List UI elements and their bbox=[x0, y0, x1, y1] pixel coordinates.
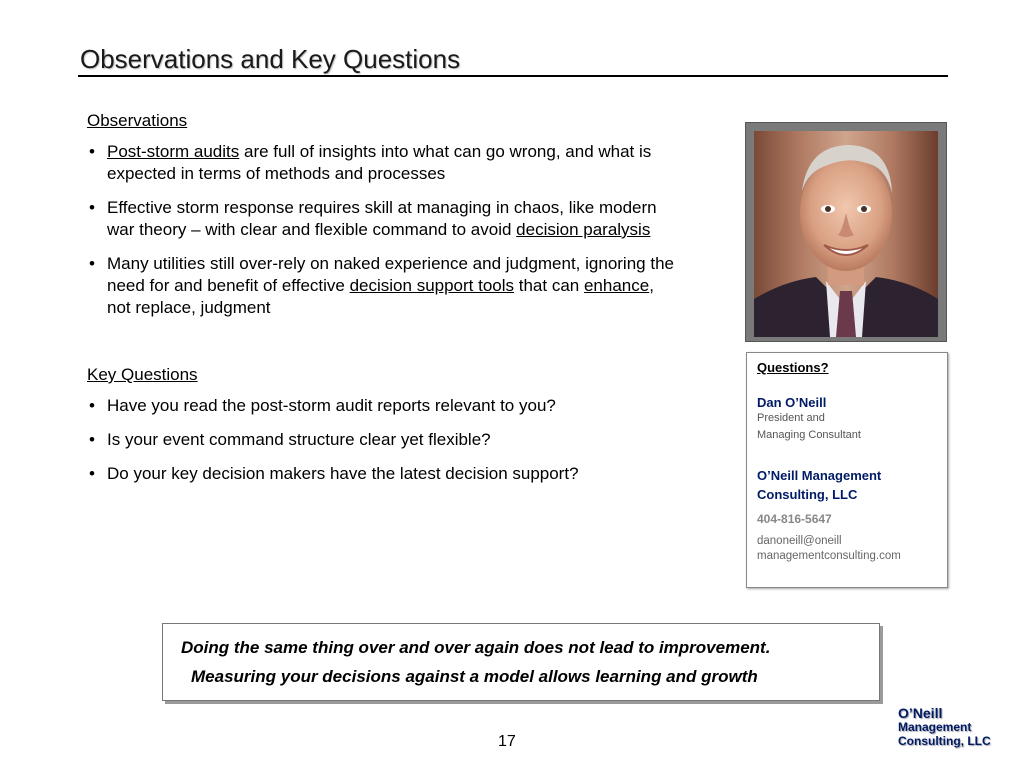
email-line1: danoneill@oneill bbox=[757, 535, 842, 547]
observation-item bbox=[87, 197, 677, 241]
observations-list bbox=[87, 141, 677, 319]
questions-label: Questions? bbox=[757, 360, 829, 375]
quote-line1: Doing the same thing over and over again does not lead to improvement. bbox=[181, 638, 771, 657]
contact-email[interactable] bbox=[757, 534, 937, 564]
slide-title: Observations and Key Questions bbox=[80, 44, 461, 74]
observations-heading: Observations bbox=[87, 111, 188, 130]
observation-item bbox=[87, 253, 677, 319]
observation-item bbox=[87, 141, 677, 185]
observation-text: Many utilities still over-rely on naked experience and judgment, ignoring the need for and benefit of effective bbox=[107, 254, 674, 295]
contact-name: Dan O’Neill bbox=[757, 395, 827, 410]
question-item: • Is your event command structure clear yet flexible? bbox=[87, 429, 677, 451]
decision-paralysis-link[interactable]: decision paralysis bbox=[516, 220, 651, 239]
quote-box bbox=[162, 623, 880, 701]
portrait-photo bbox=[754, 131, 938, 337]
email-line2: managementconsulting.com bbox=[757, 550, 901, 562]
contact-title-line2: Managing Consultant bbox=[757, 429, 861, 441]
company-name bbox=[757, 466, 937, 504]
company-logo bbox=[898, 706, 991, 748]
page-number: 17 bbox=[498, 733, 516, 750]
question-item: • Have you read the post-storm audit reports relevant to you? bbox=[87, 395, 677, 417]
logo-line3: Consulting, LLC bbox=[898, 734, 991, 748]
quote-line2: Measuring your decisions against a model allows learning and growth bbox=[191, 667, 758, 686]
decision-support-tools-link[interactable]: decision support tools bbox=[349, 276, 515, 295]
portrait-frame bbox=[745, 122, 947, 342]
logo-line1: O’Neill bbox=[898, 705, 943, 721]
observation-text: that can bbox=[514, 276, 584, 295]
company-name-line1: O’Neill Management bbox=[757, 468, 882, 483]
observation-text: , not replace, judgment bbox=[107, 276, 654, 317]
company-name-line2: Consulting, LLC bbox=[757, 487, 858, 502]
logo-line2: Management bbox=[898, 720, 972, 734]
key-questions-list bbox=[87, 395, 677, 485]
post-storm-audits-link[interactable]: Post-storm audits bbox=[107, 142, 240, 161]
contact-title-line1: President and bbox=[757, 412, 825, 424]
contact-card bbox=[746, 352, 948, 588]
title-underline bbox=[78, 75, 948, 77]
key-questions-heading: Key Questions bbox=[87, 365, 198, 384]
question-item: • Do your key decision makers have the latest decision support? bbox=[87, 463, 677, 485]
observation-text: are full of insights into what can go wrong, and what is expected in terms of methods and processes bbox=[107, 142, 652, 183]
contact-phone[interactable]: 404-816-5647 bbox=[757, 512, 832, 526]
enhance-link[interactable]: enhance bbox=[583, 276, 650, 295]
main-content bbox=[87, 110, 677, 497]
observation-text: Effective storm response requires skill at managing in chaos, like modern war theory – with clear and flexible command to avoid bbox=[107, 198, 657, 239]
